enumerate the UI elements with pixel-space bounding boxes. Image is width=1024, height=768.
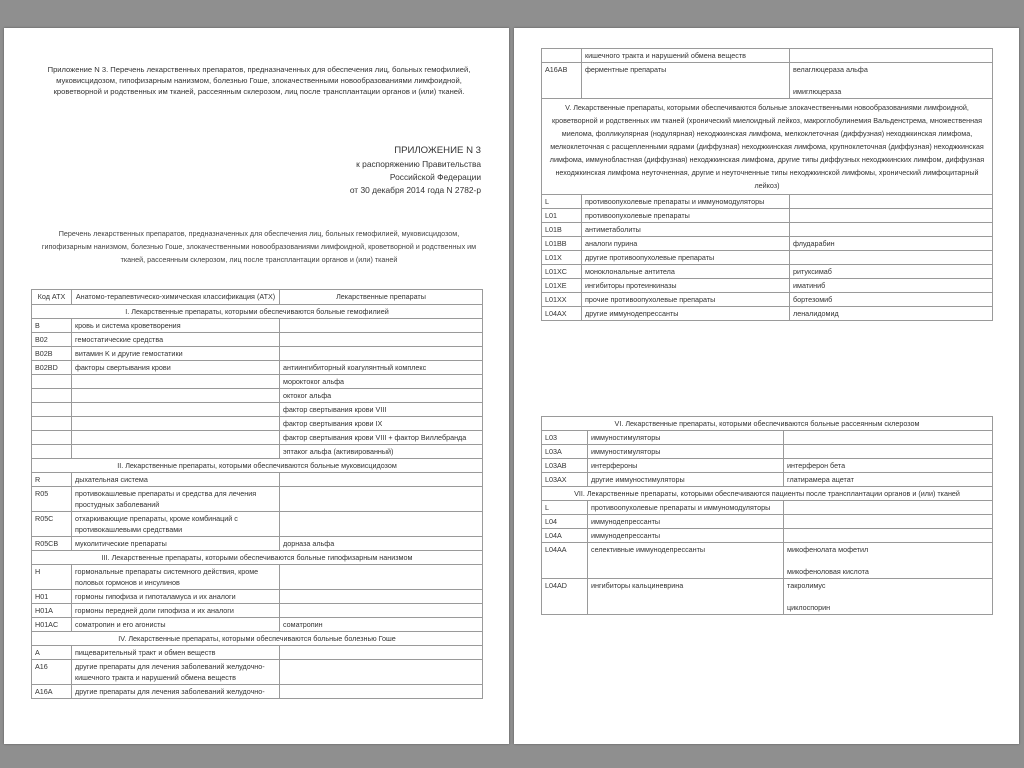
approval-block [261, 144, 481, 197]
table-row [542, 251, 993, 265]
drug-cell: дорназа альфа [280, 537, 483, 551]
atc-classification-cell: другие противоопухолевые препараты [582, 251, 790, 265]
table-row [32, 347, 483, 361]
atc-classification-cell: иммунодепрессанты [588, 515, 784, 529]
atc-classification-cell [72, 417, 280, 431]
drug-cell [784, 515, 993, 529]
drug-table-page1 [31, 289, 483, 699]
table-row [32, 660, 483, 685]
atc-classification-cell: отхаркивающие препараты, кроме комбинаций с противокашлевыми средствами [72, 512, 280, 537]
atc-code-cell [32, 417, 72, 431]
atc-code-cell: A16 [32, 660, 72, 685]
atc-classification-cell [72, 375, 280, 389]
atc-code-cell: L01B [542, 223, 582, 237]
atc-code-cell: L01XE [542, 279, 582, 293]
atc-classification-cell: прочие противоопухолевые препараты [582, 293, 790, 307]
section-heading-row [32, 632, 483, 646]
drug-cell [280, 685, 483, 699]
table-row [32, 512, 483, 537]
document-subtitle: Перечень лекарственных препаратов, предназначенных для обеспечения лиц, больных гемофилией, муковисцидозом, гипофизарным нанизмом, болезнью Гоше, злокачественными новообразованиями лимфоидной, кроветворной и родственных им тканей, рассеянным склерозом, лиц после трансплантации органов и (или) тканей [41, 229, 477, 264]
table-row [32, 646, 483, 660]
atc-code-cell [542, 49, 582, 63]
table-row [542, 579, 993, 615]
atc-classification-cell [72, 403, 280, 417]
drug-cell: микофенолата мофетил микофеноловая кислота [784, 543, 993, 579]
atc-classification-cell: противоопухолевые препараты и иммуномодуляторы [588, 501, 784, 515]
atc-code-cell: B02B [32, 347, 72, 361]
section-heading-row [542, 99, 993, 195]
atc-code-cell: L03 [542, 431, 588, 445]
table-row [542, 431, 993, 445]
table-row [542, 49, 993, 63]
table-row [32, 319, 483, 333]
atc-code-cell: B02BD [32, 361, 72, 375]
atc-classification-cell: гормоны гипофиза и гипоталамуса и их аналоги [72, 590, 280, 604]
atc-code-cell: L03AB [542, 459, 588, 473]
drug-cell [280, 660, 483, 685]
atc-classification-cell: дыхательная система [72, 473, 280, 487]
table-row [32, 445, 483, 459]
table-row [32, 417, 483, 431]
section-heading: II. Лекарственные препараты, которыми обеспечиваются больные муковисцидозом [32, 459, 483, 473]
table-row [542, 529, 993, 543]
drug-cell [280, 604, 483, 618]
atc-code-cell: A [32, 646, 72, 660]
atc-classification-cell: другие препараты для лечения заболеваний желудочно- [72, 685, 280, 699]
atc-code-cell: H01A [32, 604, 72, 618]
table-row [32, 403, 483, 417]
atc-code-cell: H01AC [32, 618, 72, 632]
atc-classification-cell: другие иммунодепрессанты [582, 307, 790, 321]
drug-cell [280, 512, 483, 537]
atc-code-cell [32, 375, 72, 389]
table-row [542, 515, 993, 529]
table-row [542, 209, 993, 223]
atc-code-cell: L [542, 195, 582, 209]
atc-classification-cell: другие иммуностимуляторы [588, 473, 784, 487]
drug-cell [280, 646, 483, 660]
section-heading-row [32, 305, 483, 319]
atc-code-cell: L04AX [542, 307, 582, 321]
drug-cell [784, 501, 993, 515]
document-header-title: Приложение N 3. Перечень лекарственных препаратов, предназначенных для обеспечения лиц, больных гемофилией, муковисцидозом, гипофизарным нанизмом, болезнью Гоше, злокачественными новообразованиями лимфоидной, кроветворной и родственных им тканей, рассеянным склерозом, лиц после трансплантации органов и (или) тканей. [47, 65, 471, 96]
approval-title: ПРИЛОЖЕНИЕ N 3 [394, 145, 481, 156]
atc-classification-cell: соматропин и его агонисты [72, 618, 280, 632]
drug-cell: ритуксимаб [790, 265, 993, 279]
table-row [542, 293, 993, 307]
atc-classification-cell: ферментные препараты [582, 63, 790, 99]
drug-cell [790, 195, 993, 209]
atc-classification-cell: противоопухолевые препараты [582, 209, 790, 223]
atc-classification-cell: другие препараты для лечения заболеваний желудочно-кишечного тракта и нарушений обмена веществ [72, 660, 280, 685]
atc-code-cell: L01BB [542, 237, 582, 251]
table-row [542, 223, 993, 237]
atc-code-cell: L04AD [542, 579, 588, 615]
table-row [32, 685, 483, 699]
table-row [32, 431, 483, 445]
section-heading: VII. Лекарственные препараты, которыми обеспечиваются пациенты после трансплантации органов и (или) тканей [542, 487, 993, 501]
drug-cell: флударабин [790, 237, 993, 251]
atc-code-cell: L03AX [542, 473, 588, 487]
table-row [542, 501, 993, 515]
section-heading-row [542, 417, 993, 431]
atc-classification-cell: гемостатические средства [72, 333, 280, 347]
drug-cell: интерферон бета [784, 459, 993, 473]
table-row [32, 565, 483, 590]
table-row [542, 237, 993, 251]
drug-cell: октоког альфа [280, 389, 483, 403]
atc-code-cell [32, 445, 72, 459]
atc-code-cell: B [32, 319, 72, 333]
atc-classification-cell: противоопухолевые препараты и иммуномодуляторы [582, 195, 790, 209]
table-row [542, 195, 993, 209]
atc-classification-cell: кишечного тракта и нарушений обмена веществ [582, 49, 790, 63]
drug-cell: бортезомиб [790, 293, 993, 307]
drug-cell [280, 565, 483, 590]
drug-cell [790, 209, 993, 223]
atc-classification-cell: моноклональные антитела [582, 265, 790, 279]
table-row [542, 445, 993, 459]
drug-cell: велаглюцераза альфа имиглюцераза [790, 63, 993, 99]
atc-classification-cell [72, 389, 280, 403]
atc-code-cell: B02 [32, 333, 72, 347]
drug-cell [280, 347, 483, 361]
table-row [542, 459, 993, 473]
table-row [32, 361, 483, 375]
header-atc-classification: Анатомо-терапевтическо-химическая классификация (АТХ) [72, 290, 280, 305]
drug-cell [280, 590, 483, 604]
atc-code-cell: A16A [32, 685, 72, 699]
table-row [542, 279, 993, 293]
header-drugs: Лекарственные препараты [280, 290, 483, 305]
table-row [542, 307, 993, 321]
atc-code-cell: R05CB [32, 537, 72, 551]
section-heading-row [32, 459, 483, 473]
approval-line-1: к распоряжению Правительства [356, 159, 481, 169]
atc-classification-cell: витамин K и другие гемостатики [72, 347, 280, 361]
drug-cell [790, 49, 993, 63]
atc-code-cell: L04 [542, 515, 588, 529]
atc-code-cell: L01 [542, 209, 582, 223]
table-row [542, 473, 993, 487]
drug-cell [790, 251, 993, 265]
drug-cell: эптаког альфа (активированный) [280, 445, 483, 459]
atc-classification-cell [72, 445, 280, 459]
drug-table-page2-upper [541, 48, 993, 321]
section-heading: III. Лекарственные препараты, которыми обеспечиваются больные гипофизарным нанизмом [32, 551, 483, 565]
table-row [32, 618, 483, 632]
header-atc-code: Код АТХ [32, 290, 72, 305]
document-page-right [514, 28, 1019, 744]
atc-code-cell [32, 403, 72, 417]
section-heading-row [542, 487, 993, 501]
atc-classification-cell: пищеварительный тракт и обмен веществ [72, 646, 280, 660]
drug-cell: глатирамера ацетат [784, 473, 993, 487]
section-heading-row [32, 551, 483, 565]
atc-code-cell: L01XX [542, 293, 582, 307]
atc-code-cell: L01XC [542, 265, 582, 279]
atc-classification-cell: иммуностимуляторы [588, 445, 784, 459]
atc-code-cell: R [32, 473, 72, 487]
atc-code-cell: L03A [542, 445, 588, 459]
atc-code-cell: L [542, 501, 588, 515]
atc-classification-cell: аналоги пурина [582, 237, 790, 251]
drug-cell: фактор свертывания крови VIII + фактор Виллебранда [280, 431, 483, 445]
table-row [32, 473, 483, 487]
table-row [542, 63, 993, 99]
drug-cell: такролимус циклоспорин [784, 579, 993, 615]
atc-classification-cell: противокашлевые препараты и средства для лечения простудных заболеваний [72, 487, 280, 512]
section-heading: V. Лекарственные препараты, которыми обеспечиваются больные злокачественными новообразованиями лимфоидной, кроветворной и родственных им тканей (хронический миелоидный лейкоз, макроглобулинемия Вальденстрема, множественная миелома, фолликулярная (нодулярная) неходжкинская лимфома, мелкоклеточная (диффузная) неходжкинская лимфома, мелкоклеточная с расщепленными ядрами (диффузная) неходжкинская лимфома, крупноклеточная (диффузная) неходжкинская лимфома, иммунобластная (диффузная) неходжкинская лимфома, другие типы диффузных неходжкинских лимфом, диффузная неходжкинская лимфома неуточненная, другие и неуточненные типы неходжкинской лимфомы, хронический лимфоцитарный лейкоз) [542, 99, 993, 195]
atc-code-cell: R05 [32, 487, 72, 512]
drug-cell [784, 445, 993, 459]
atc-code-cell: H [32, 565, 72, 590]
atc-code-cell: L01X [542, 251, 582, 265]
drug-cell [784, 529, 993, 543]
table-row [542, 543, 993, 579]
atc-code-cell: L04A [542, 529, 588, 543]
table-row [32, 590, 483, 604]
drug-cell: антиингибиторный коагулянтный комплекс [280, 361, 483, 375]
drug-cell: леналидомид [790, 307, 993, 321]
drug-cell [280, 333, 483, 347]
atc-classification-cell: ингибиторы протеинкиназы [582, 279, 790, 293]
approval-line-3: от 30 декабря 2014 года N 2782-р [349, 185, 481, 195]
drug-cell [280, 473, 483, 487]
atc-classification-cell [72, 431, 280, 445]
drug-cell: мороктоког альфа [280, 375, 483, 389]
atc-classification-cell: иммунодепрессанты [588, 529, 784, 543]
drug-cell: иматиниб [790, 279, 993, 293]
atc-classification-cell: антиметаболиты [582, 223, 790, 237]
atc-code-cell: A16AB [542, 63, 582, 99]
drug-cell: фактор свертывания крови IX [280, 417, 483, 431]
atc-classification-cell: ингибиторы кальциневрина [588, 579, 784, 615]
table-row [542, 265, 993, 279]
atc-classification-cell: гормональные препараты системного действия, кроме половых гормонов и инсулинов [72, 565, 280, 590]
atc-code-cell [32, 389, 72, 403]
atc-code-cell: H01 [32, 590, 72, 604]
drug-cell [280, 487, 483, 512]
table-row [32, 389, 483, 403]
section-heading: VI. Лекарственные препараты, которыми обеспечиваются больные рассеянным склерозом [542, 417, 993, 431]
drug-cell [790, 223, 993, 237]
drug-cell: соматропин [280, 618, 483, 632]
document-page-left [4, 28, 509, 744]
section-heading: IV. Лекарственные препараты, которыми обеспечиваются больные болезнью Гоше [32, 632, 483, 646]
drug-cell: фактор свертывания крови VIII [280, 403, 483, 417]
atc-classification-cell: интерфероны [588, 459, 784, 473]
atc-classification-cell: селективные иммунодепрессанты [588, 543, 784, 579]
table-row [32, 333, 483, 347]
drug-table-page2-lower [541, 416, 993, 615]
atc-code-cell [32, 431, 72, 445]
atc-code-cell: L04AA [542, 543, 588, 579]
atc-classification-cell: гормоны передней доли гипофиза и их аналоги [72, 604, 280, 618]
table-row [32, 375, 483, 389]
drug-cell [280, 319, 483, 333]
table-row [32, 537, 483, 551]
section-heading: I. Лекарственные препараты, которыми обеспечиваются больные гемофилией [32, 305, 483, 319]
atc-code-cell: R05C [32, 512, 72, 537]
drug-cell [784, 431, 993, 445]
table-row [32, 604, 483, 618]
atc-classification-cell: кровь и система кроветворения [72, 319, 280, 333]
atc-classification-cell: муколитические препараты [72, 537, 280, 551]
table-header-row [32, 290, 483, 305]
table-row [32, 487, 483, 512]
atc-classification-cell: факторы свертывания крови [72, 361, 280, 375]
atc-classification-cell: иммуностимуляторы [588, 431, 784, 445]
approval-line-2: Российской Федерации [389, 172, 481, 182]
